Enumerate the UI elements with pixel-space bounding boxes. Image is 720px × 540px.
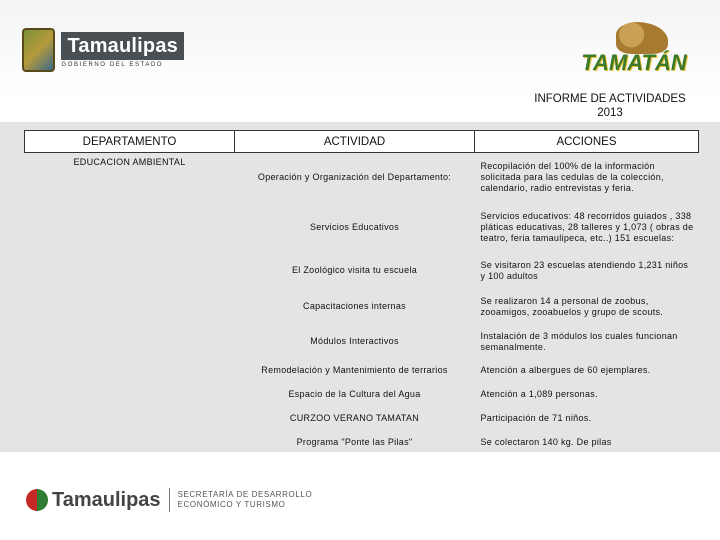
footer-name: Tamaulipas — [52, 488, 161, 511]
footer-secretaria-line1: SECRETARÍA DE DESARROLLO — [177, 490, 313, 499]
cell-acciones: Se visitaron 23 escuelas atendiendo 1,231 niños y 100 adultos — [480, 259, 689, 281]
cell-acciones: Instalación de 3 módulos los cuales funcionan semanalmente. — [480, 330, 678, 352]
footer-secretaria — [178, 490, 313, 510]
cell-actividad: Operación y Organización del Departamento: — [257, 172, 452, 183]
cell-actividad: CURZOO VERANO TAMATAN — [289, 413, 420, 423]
cell-actividad: Servicios Educativos — [309, 222, 400, 232]
cell-acciones: Atención a 1,089 personas. — [480, 389, 598, 399]
header-acciones: ACCIONES — [475, 131, 699, 153]
gov-logo-name: Tamaulipas — [61, 32, 184, 60]
footer-logo — [26, 486, 312, 514]
table-row — [25, 153, 699, 203]
coat-of-arms-icon — [22, 28, 55, 72]
tamaulipas-mark-icon — [26, 489, 48, 511]
tamatan-logo-text: TAMATÁN — [581, 50, 687, 75]
header-departamento: DEPARTAMENTO — [25, 131, 235, 153]
cell-actividad: Capacitaciones internas — [303, 301, 406, 311]
footer-secretaria-line2: ECONÓMICO Y TURISMO — [177, 500, 286, 509]
cell-acciones: Se realizaron 14 a personal de zoobus, zooamigos, zooabuelos y grupo de scouts. — [480, 295, 664, 317]
cell-acciones: Participación de 71 niños. — [480, 413, 592, 423]
header-actividad: ACTIVIDAD — [235, 131, 475, 153]
report-title — [520, 92, 700, 120]
cell-acciones: Servicios educativos: 48 recorridos guiados , 338 pláticas educativas, 28 talleres y 1,073 ( obras de teatro, feria tamaulipeca, etc..) 151 escuelas: — [480, 211, 694, 243]
cell-actividad: Espacio de la Cultura del Agua — [288, 389, 421, 399]
activities-table — [24, 130, 699, 455]
table-header-row — [25, 131, 699, 153]
cell-actividad: El Zoológico visita tu escuela — [291, 265, 418, 275]
cell-departamento: EDUCACION AMBIENTAL — [73, 157, 186, 167]
footer — [0, 452, 720, 540]
report-title-line1: INFORME DE ACTIVIDADES — [534, 93, 686, 105]
cell-actividad: Programa "Ponte las Pilas" — [296, 437, 413, 447]
cell-actividad: Remodelación y Mantenimiento de terrarios — [261, 365, 448, 375]
cell-acciones: Se colectaron 140 kg. De pilas — [480, 437, 612, 447]
footer-divider — [169, 488, 170, 512]
cell-actividad: Módulos Interactivos — [310, 336, 399, 346]
cell-acciones: Atención a albergues de 60 ejemplares. — [480, 365, 651, 375]
gobierno-tamaulipas-logo — [22, 28, 184, 72]
gov-logo-subtitle: GOBIERNO DEL ESTADO — [61, 62, 164, 68]
header — [0, 0, 720, 90]
cell-acciones: Recopilación del 100% de la información solicitada para las cedulas de la colección, calendario, radio entrevistas y feria. — [480, 161, 664, 194]
report-title-year: 2013 — [597, 107, 623, 119]
tamatan-logo — [576, 22, 692, 80]
